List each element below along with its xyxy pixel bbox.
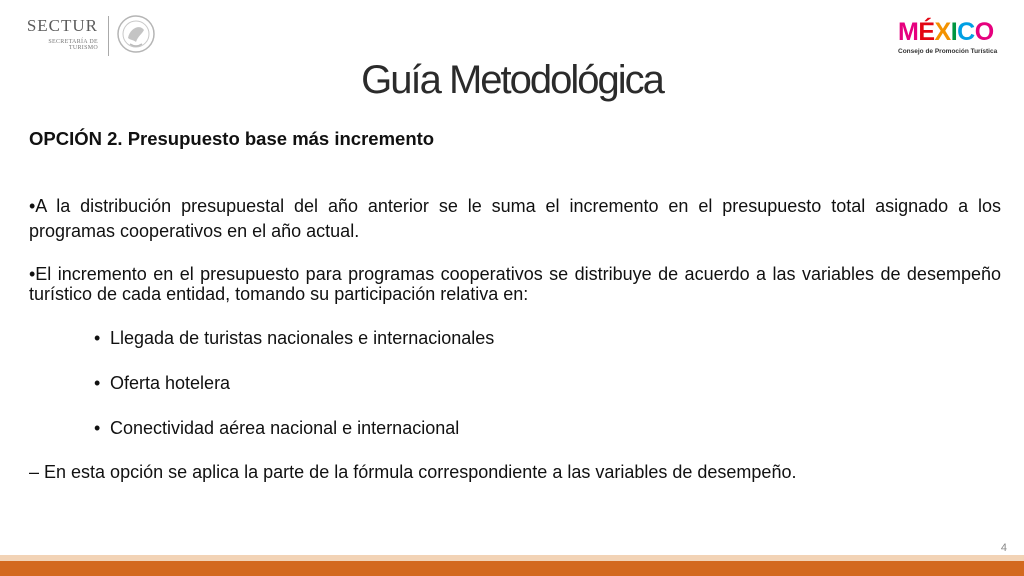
mexico-letter: M	[898, 18, 919, 46]
list-item	[94, 373, 494, 418]
footer-bar-dark	[0, 561, 1024, 576]
slide-title: Guía Metodológica	[361, 58, 663, 102]
logo-divider	[108, 16, 109, 56]
final-note: – En esta opción se aplica la parte de la fórmula correspondiente a las variables de desempeño.	[29, 462, 797, 482]
bullet-symbol: •	[94, 418, 101, 438]
sectur-wordmark	[20, 16, 98, 51]
bullet-symbol: •	[94, 328, 101, 348]
sectur-name: SECTUR	[26, 16, 98, 35]
sectur-logo	[20, 12, 160, 62]
page-number: 4	[1000, 542, 1007, 554]
mexico-letter: I	[950, 18, 958, 46]
list-item	[94, 418, 494, 463]
mexico-letter: C	[957, 18, 975, 46]
sectur-subtitle: SECRETARÍA DE TURISMO	[48, 39, 98, 51]
bullet-symbol: •	[94, 373, 101, 393]
variables-list	[94, 328, 494, 463]
mexico-subtitle: Consejo de Promoción Turística	[898, 48, 998, 55]
mexico-logo	[898, 18, 1008, 62]
paragraph-base-distribution: •A la distribución presupuestal del año anterior se le suma el incremento en el presupuesto total asignado a los programas cooperativos en el año actual.	[29, 196, 1001, 241]
option-heading: OPCIÓN 2. Presupuesto base más incremento	[29, 128, 435, 149]
coat-of-arms-icon	[116, 12, 156, 56]
mexico-letter: O	[974, 18, 994, 46]
mexico-letter: X	[934, 18, 951, 46]
mexico-wordmark	[898, 18, 994, 46]
paragraph-increment: •El incremento en el presupuesto para programas cooperativos se distribuye de acuerdo a las variables de desempeño turístico de cada entidad, tomando su participación relativa en:	[29, 264, 1001, 304]
mexico-letter: É	[918, 18, 935, 46]
list-item-text: Oferta hotelera	[110, 373, 231, 393]
list-item-text: Conectividad aérea nacional e internacional	[110, 418, 460, 438]
list-item	[94, 328, 494, 373]
list-item-text: Llegada de turistas nacionales e internacionales	[110, 328, 495, 348]
